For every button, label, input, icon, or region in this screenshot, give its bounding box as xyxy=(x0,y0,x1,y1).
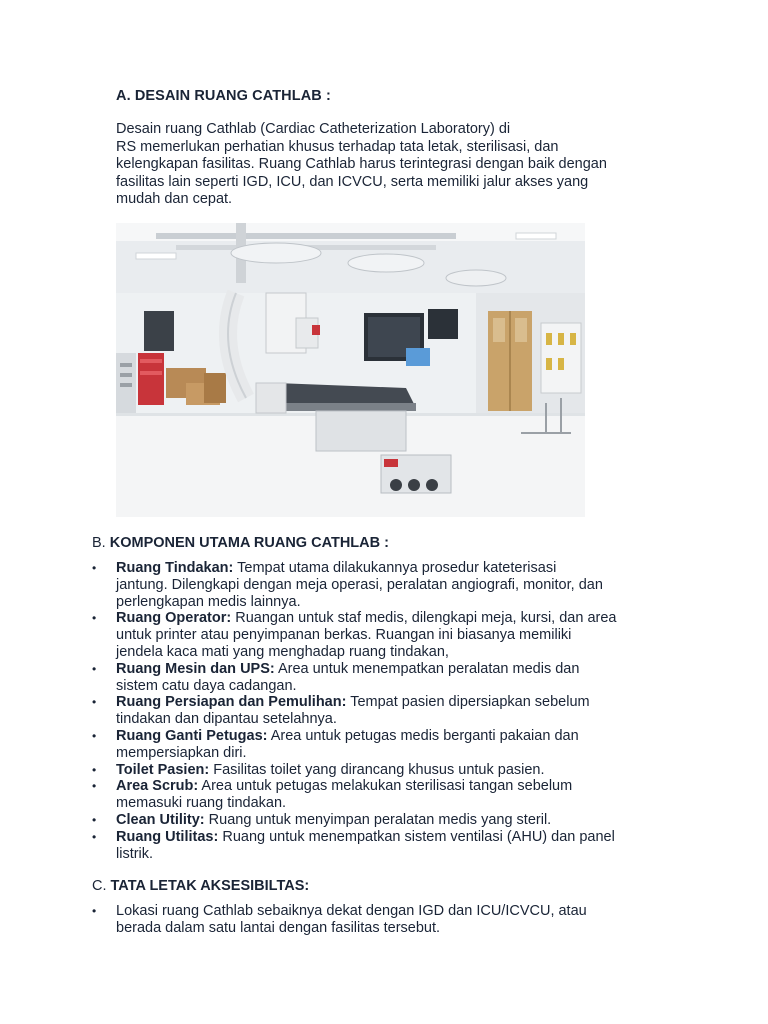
item-line xyxy=(116,745,692,762)
item-line xyxy=(116,728,692,745)
item-line xyxy=(116,627,692,644)
item-line xyxy=(116,846,692,863)
item-line xyxy=(116,610,692,627)
list-item xyxy=(92,812,692,829)
item-text: memasuki ruang tindakan. xyxy=(116,795,287,812)
item-text: perlengkapan medis lainnya. xyxy=(116,593,301,610)
bullet-icon: • xyxy=(92,661,97,676)
bullet-icon: • xyxy=(92,779,97,794)
item-text: Fasilitas toilet yang dirancang khusus untuk pasien. xyxy=(209,761,545,778)
item-term: Clean Utility: xyxy=(116,811,205,828)
section-b-heading xyxy=(92,535,389,551)
list-item xyxy=(92,829,692,863)
item-term: Toilet Pasien: xyxy=(116,761,210,778)
item-line xyxy=(116,560,692,577)
section-c-list xyxy=(92,903,692,937)
list-item xyxy=(92,903,692,937)
list-item xyxy=(92,762,692,779)
item-line xyxy=(116,577,692,594)
item-line xyxy=(116,829,692,846)
item-text: jendela kaca mati yang menghadap ruang tindakan, xyxy=(116,643,449,660)
item-text: untuk printer atau penyimpanan berkas. Ruangan ini biasanya memiliki xyxy=(116,627,572,644)
item-text: jantung. Dilengkapi dengan meja operasi, peralatan angiografi, monitor, dan xyxy=(116,576,603,593)
item-term: Ruang Ganti Petugas: xyxy=(116,727,268,744)
item-term: Ruang Operator: xyxy=(116,610,232,627)
section-c-heading xyxy=(92,878,309,894)
item-text: Area untuk petugas medis berganti pakaian dan xyxy=(267,727,579,744)
list-item xyxy=(92,694,692,728)
section-a-heading: A. DESAIN RUANG CATHLAB : xyxy=(116,88,331,104)
paragraph-line: mudah dan cepat. xyxy=(116,191,233,208)
item-text: Lokasi ruang Cathlab sebaiknya dekat dengan IGD dan ICU/ICVCU, atau xyxy=(116,903,587,919)
item-term: Ruang Tindakan: xyxy=(116,560,234,576)
paragraph-line: Desain ruang Cathlab (Cardiac Catheterization Laboratory) di xyxy=(116,121,511,137)
bullet-icon: • xyxy=(92,611,97,626)
cathlab-room-photo xyxy=(116,223,585,517)
section-c-title: TATA LETAK AKSESIBILTAS: xyxy=(110,878,310,894)
section-b-prefix: B. xyxy=(92,535,110,551)
list-item xyxy=(92,728,692,762)
item-line xyxy=(116,762,692,779)
paragraph-line: RS memerlukan perhatian khusus terhadap tata letak, sterilisasi, dan xyxy=(116,138,559,155)
item-text: Ruang untuk menyimpan peralatan medis yang steril. xyxy=(204,811,552,828)
bullet-icon: • xyxy=(92,829,97,844)
item-term: Ruang Mesin dan UPS: xyxy=(116,660,275,677)
item-term: Area Scrub: xyxy=(116,778,199,795)
bullet-icon: • xyxy=(92,561,97,575)
list-item xyxy=(92,661,692,695)
item-text: Area untuk petugas melakukan sterilisasi tangan sebelum xyxy=(198,778,573,795)
item-text: Ruang untuk menempatkan sistem ventilasi (AHU) dan panel xyxy=(218,828,615,845)
item-text: mempersiapkan diri. xyxy=(116,744,247,761)
bullet-icon: • xyxy=(92,728,97,743)
item-text: Area untuk menempatkan peralatan medis dan xyxy=(274,660,580,677)
list-item xyxy=(92,560,692,610)
item-text: listrik. xyxy=(116,845,154,862)
item-line xyxy=(116,594,692,611)
item-line xyxy=(116,678,692,695)
item-line xyxy=(116,920,692,937)
item-text: berada dalam satu lantai dengan fasilitas tersebut. xyxy=(116,919,441,936)
item-text: tindakan dan dipantau setelahnya. xyxy=(116,711,337,728)
bullet-icon: • xyxy=(92,812,97,827)
item-line xyxy=(116,711,692,728)
item-text: Ruangan untuk staf medis, dilengkapi meja, kursi, dan area xyxy=(231,610,617,627)
section-b-list xyxy=(92,560,692,862)
item-line xyxy=(116,795,692,812)
list-item xyxy=(92,778,692,812)
bullet-icon: • xyxy=(92,904,97,918)
item-term: Ruang Persiapan dan Pemulihan: xyxy=(116,694,347,711)
item-line xyxy=(116,903,692,920)
item-text: sistem catu daya cadangan. xyxy=(116,677,297,694)
item-text: Tempat pasien dipersiapkan sebelum xyxy=(346,694,590,711)
bullet-icon: • xyxy=(92,695,97,710)
item-text: Tempat utama dilakukannya prosedur kateterisasi xyxy=(233,560,557,576)
item-line xyxy=(116,694,692,711)
paragraph-line: fasilitas lain seperti IGD, ICU, dan ICVCU, serta memiliki jalur akses yang xyxy=(116,173,589,190)
section-a-paragraph xyxy=(116,121,676,209)
item-line xyxy=(116,778,692,795)
item-line xyxy=(116,661,692,678)
item-line xyxy=(116,644,692,661)
item-line xyxy=(116,812,692,829)
item-term: Ruang Utilitas: xyxy=(116,828,219,845)
section-c-prefix: C. xyxy=(92,878,111,894)
section-b-title: KOMPONEN UTAMA RUANG CATHLAB : xyxy=(109,535,389,551)
paragraph-line: kelengkapan fasilitas. Ruang Cathlab harus terintegrasi dengan baik dengan xyxy=(116,156,607,173)
bullet-icon: • xyxy=(92,762,97,777)
list-item xyxy=(92,610,692,660)
